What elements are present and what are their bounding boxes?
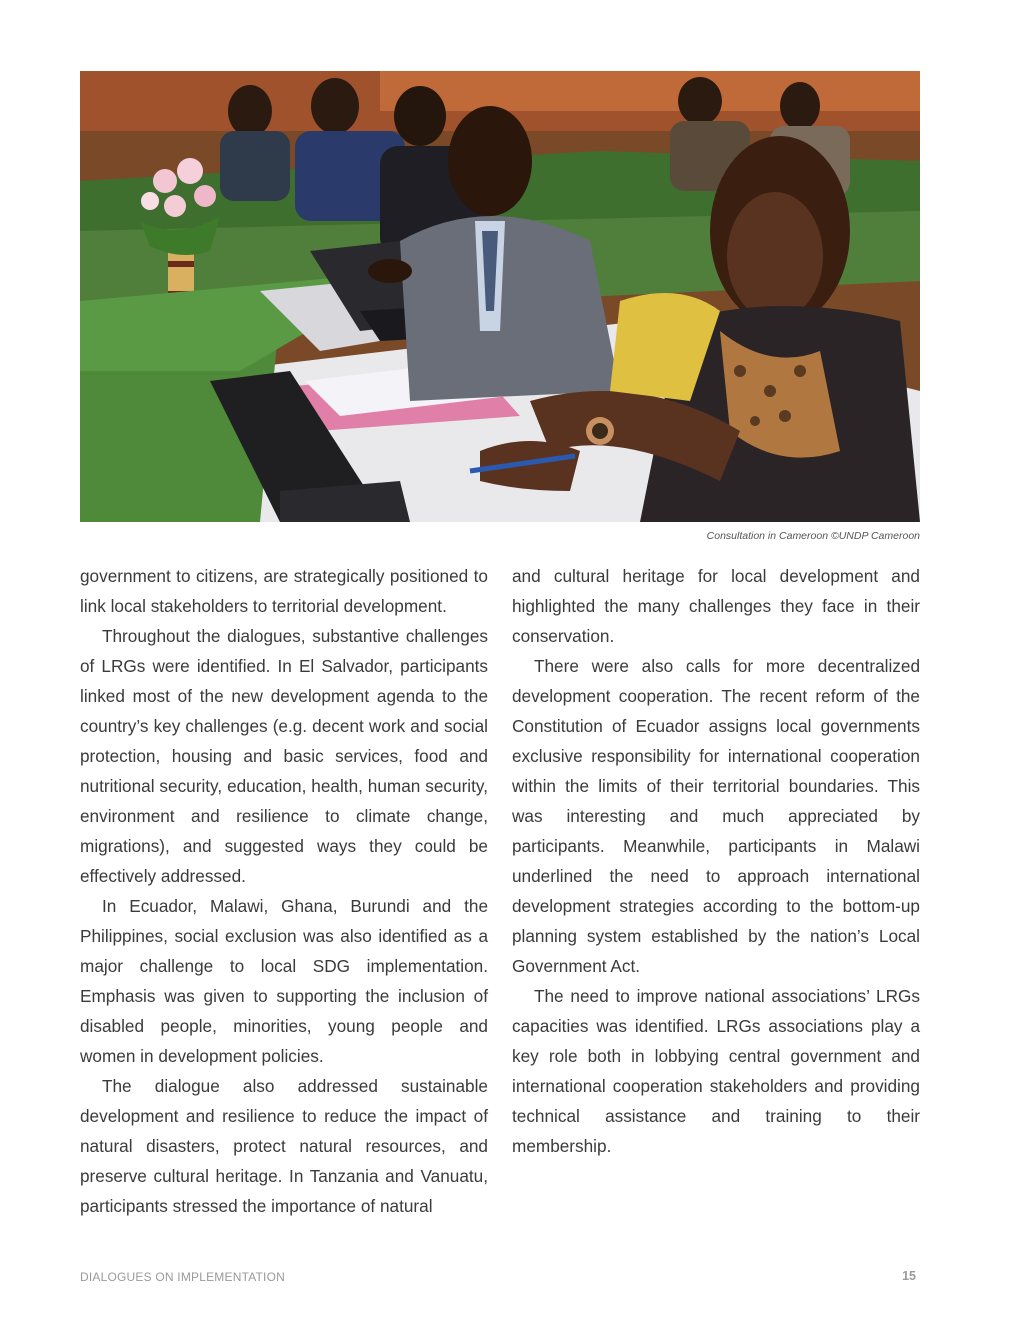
paragraph: Throughout the dialogues, substantive challenges of LRGs were identified. In El Salvador, participants linked most of the new development agenda to the country’s key challenges (e.g. decent work and social protection, housing and basic services, food and nutritional security, education, health, human security, environment and resilience to climate change, migrations), and suggested ways they could be effectively addressed. xyxy=(80,626,488,886)
paragraph: government to citizens, are strategically positioned to link local stakeholders to territorial development. xyxy=(80,566,488,616)
page-number: 15 xyxy=(902,1269,916,1283)
photo-caption: Consultation in Cameroon ©UNDP Cameroon xyxy=(706,530,920,542)
paragraph: In Ecuador, Malawi, Ghana, Burundi and the Philippines, social exclusion was also identified as a major challenge to local SDG implementation. Emphasis was given to supporting the inclusion of disabled people, minorities, young people and women in development policies. xyxy=(80,896,488,1066)
footer-title: DIALOGUES ON IMPLEMENTATION xyxy=(80,1270,285,1284)
paragraph: and cultural heritage for local development and highlighted the many challenges they face in their conservation. xyxy=(512,566,920,646)
paragraph: The need to improve national associations’ LRGs capacities was identified. LRGs associations play a key role both in lobbying central government and international cooperation stakeholders and providing technical assistance and training to their membership. xyxy=(512,986,920,1156)
left-column xyxy=(80,561,488,1221)
right-column xyxy=(512,561,920,1161)
paragraph: There were also calls for more decentralized development cooperation. The recent reform of the Constitution of Ecuador assigns local governments exclusive responsibility for international cooperation within the limits of their territorial boundaries. This was interesting and much appreciated by participants. Meanwhile, participants in Malawi underlined the need to approach international development strategies according to the bottom-up planning system established by the nation’s Local Government Act. xyxy=(512,656,920,976)
consultation-photo xyxy=(80,71,920,522)
paragraph: The dialogue also addressed sustainable development and resilience to reduce the impact of natural disasters, protect natural resources, and preserve cultural heritage. In Tanzania and Vanuatu, participants stressed the importance of natural xyxy=(80,1076,488,1216)
